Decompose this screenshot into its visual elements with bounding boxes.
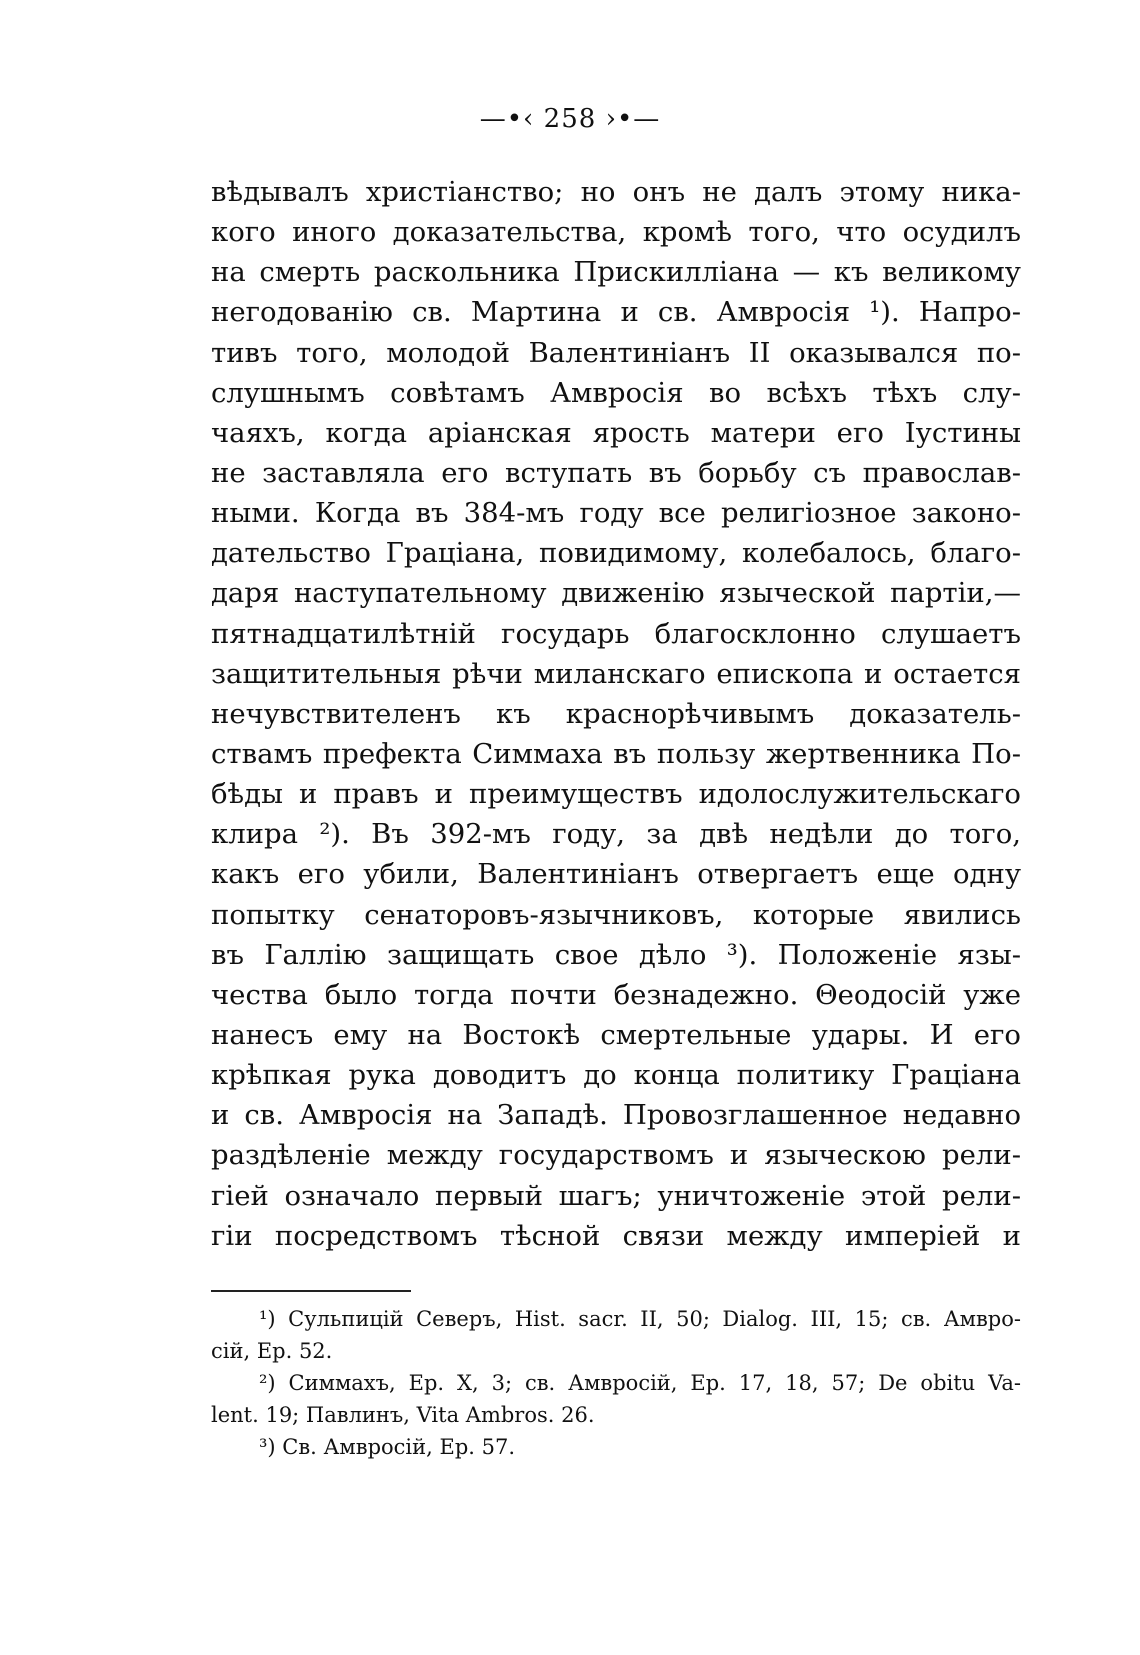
text-line: ными. Когда въ 384-мъ году все религіозное законо-	[211, 497, 1021, 530]
text-line: защитительныя рѣчи миланскаго епископа и остается	[211, 657, 1021, 690]
text-line: пятнадцатилѣтній государь благосклонно слушаетъ	[211, 617, 1021, 650]
page-number: —•‹ 258 ›•—	[479, 104, 661, 134]
footnote-separator	[211, 1290, 411, 1292]
text-line: на смерть раскольника Прискилліана — къ великому	[211, 256, 1021, 289]
footnote-line: lent. 19; Павлинъ, Vita Ambros. 26.	[211, 1403, 595, 1427]
text-line: гіей означало первый шагъ; уничтоженіе этой рели-	[211, 1179, 1021, 1212]
text-line: ствамъ префекта Симмаха въ пользу жертвенника По-	[211, 737, 1021, 770]
footnote-line: ¹) Сульпицій Северъ, Hist. sacr. II, 50; Dialog. III, 15; св. Амвро-	[259, 1307, 1021, 1331]
footnote-line: сій, Ep. 52.	[211, 1339, 333, 1363]
text-line: и св. Амвросія на Западѣ. Провозглашенное недавно	[211, 1099, 1021, 1132]
footnote-1	[211, 1303, 1021, 1367]
text-line: чества было тогда почти безнадежно. Θеодосій уже	[211, 978, 1021, 1011]
text-line: дательство Граціана, повидимому, колебалось, благо-	[211, 537, 1021, 570]
footnote-3	[211, 1431, 1021, 1463]
text-line: какъ его убили, Валентиніанъ отвергаетъ еще одну	[211, 858, 1021, 891]
footnote-line: ²) Симмахъ, Ep. X, 3; св. Амвросій, Ep. 17, 18, 57; De obitu Va-	[259, 1371, 1021, 1395]
text-line: негодованію св. Мартина и св. Амвросія ¹). Напро-	[211, 296, 1021, 329]
text-line: кого иного доказательства, кромѣ того, что осудилъ	[211, 216, 1021, 249]
text-line: даря наступательному движенію языческой партіи,—	[211, 577, 1021, 610]
footnote-2	[211, 1367, 1021, 1431]
footnotes	[211, 1303, 1021, 1463]
footnote-line: ³) Св. Амвросій, Ep. 57.	[259, 1435, 516, 1459]
text-line: слушнымъ совѣтамъ Амвросія во всѣхъ тѣхъ слу-	[211, 376, 1021, 409]
text-line: нечувствителенъ къ краснорѣчивымъ доказатель-	[211, 697, 1021, 730]
text-line: чаяхъ, когда аріанская ярость матери его Іустины	[211, 416, 1021, 449]
body-text	[211, 172, 1021, 1256]
text-line: вѣдывалъ христіанство; но онъ не далъ этому ника-	[211, 176, 1021, 208]
text-line: попытку сенаторовъ-язычниковъ, которые явились	[211, 898, 1021, 931]
text-line: бѣды и правъ и преимуществъ идолослужительскаго	[211, 778, 1021, 811]
text-line: не заставляла его вступать въ борьбу съ православ-	[211, 456, 1021, 489]
text-line: раздѣленіе между государствомъ и языческою рели-	[211, 1139, 1021, 1172]
text-line: тивъ того, молодой Валентиніанъ II оказывался по-	[211, 336, 1021, 369]
text-line: гіи посредствомъ тѣсной связи между имперіей и	[211, 1219, 1021, 1252]
text-line: крѣпкая рука доводитъ до конца политику Граціана	[211, 1059, 1021, 1092]
text-line: въ Галлію защищать свое дѣло ³). Положеніе язы-	[211, 938, 1021, 971]
text-line: нанесъ ему на Востокѣ смертельные удары. И его	[211, 1018, 1021, 1051]
text-line: клира ²). Въ 392-мъ году, за двѣ недѣли до того,	[211, 818, 1021, 851]
